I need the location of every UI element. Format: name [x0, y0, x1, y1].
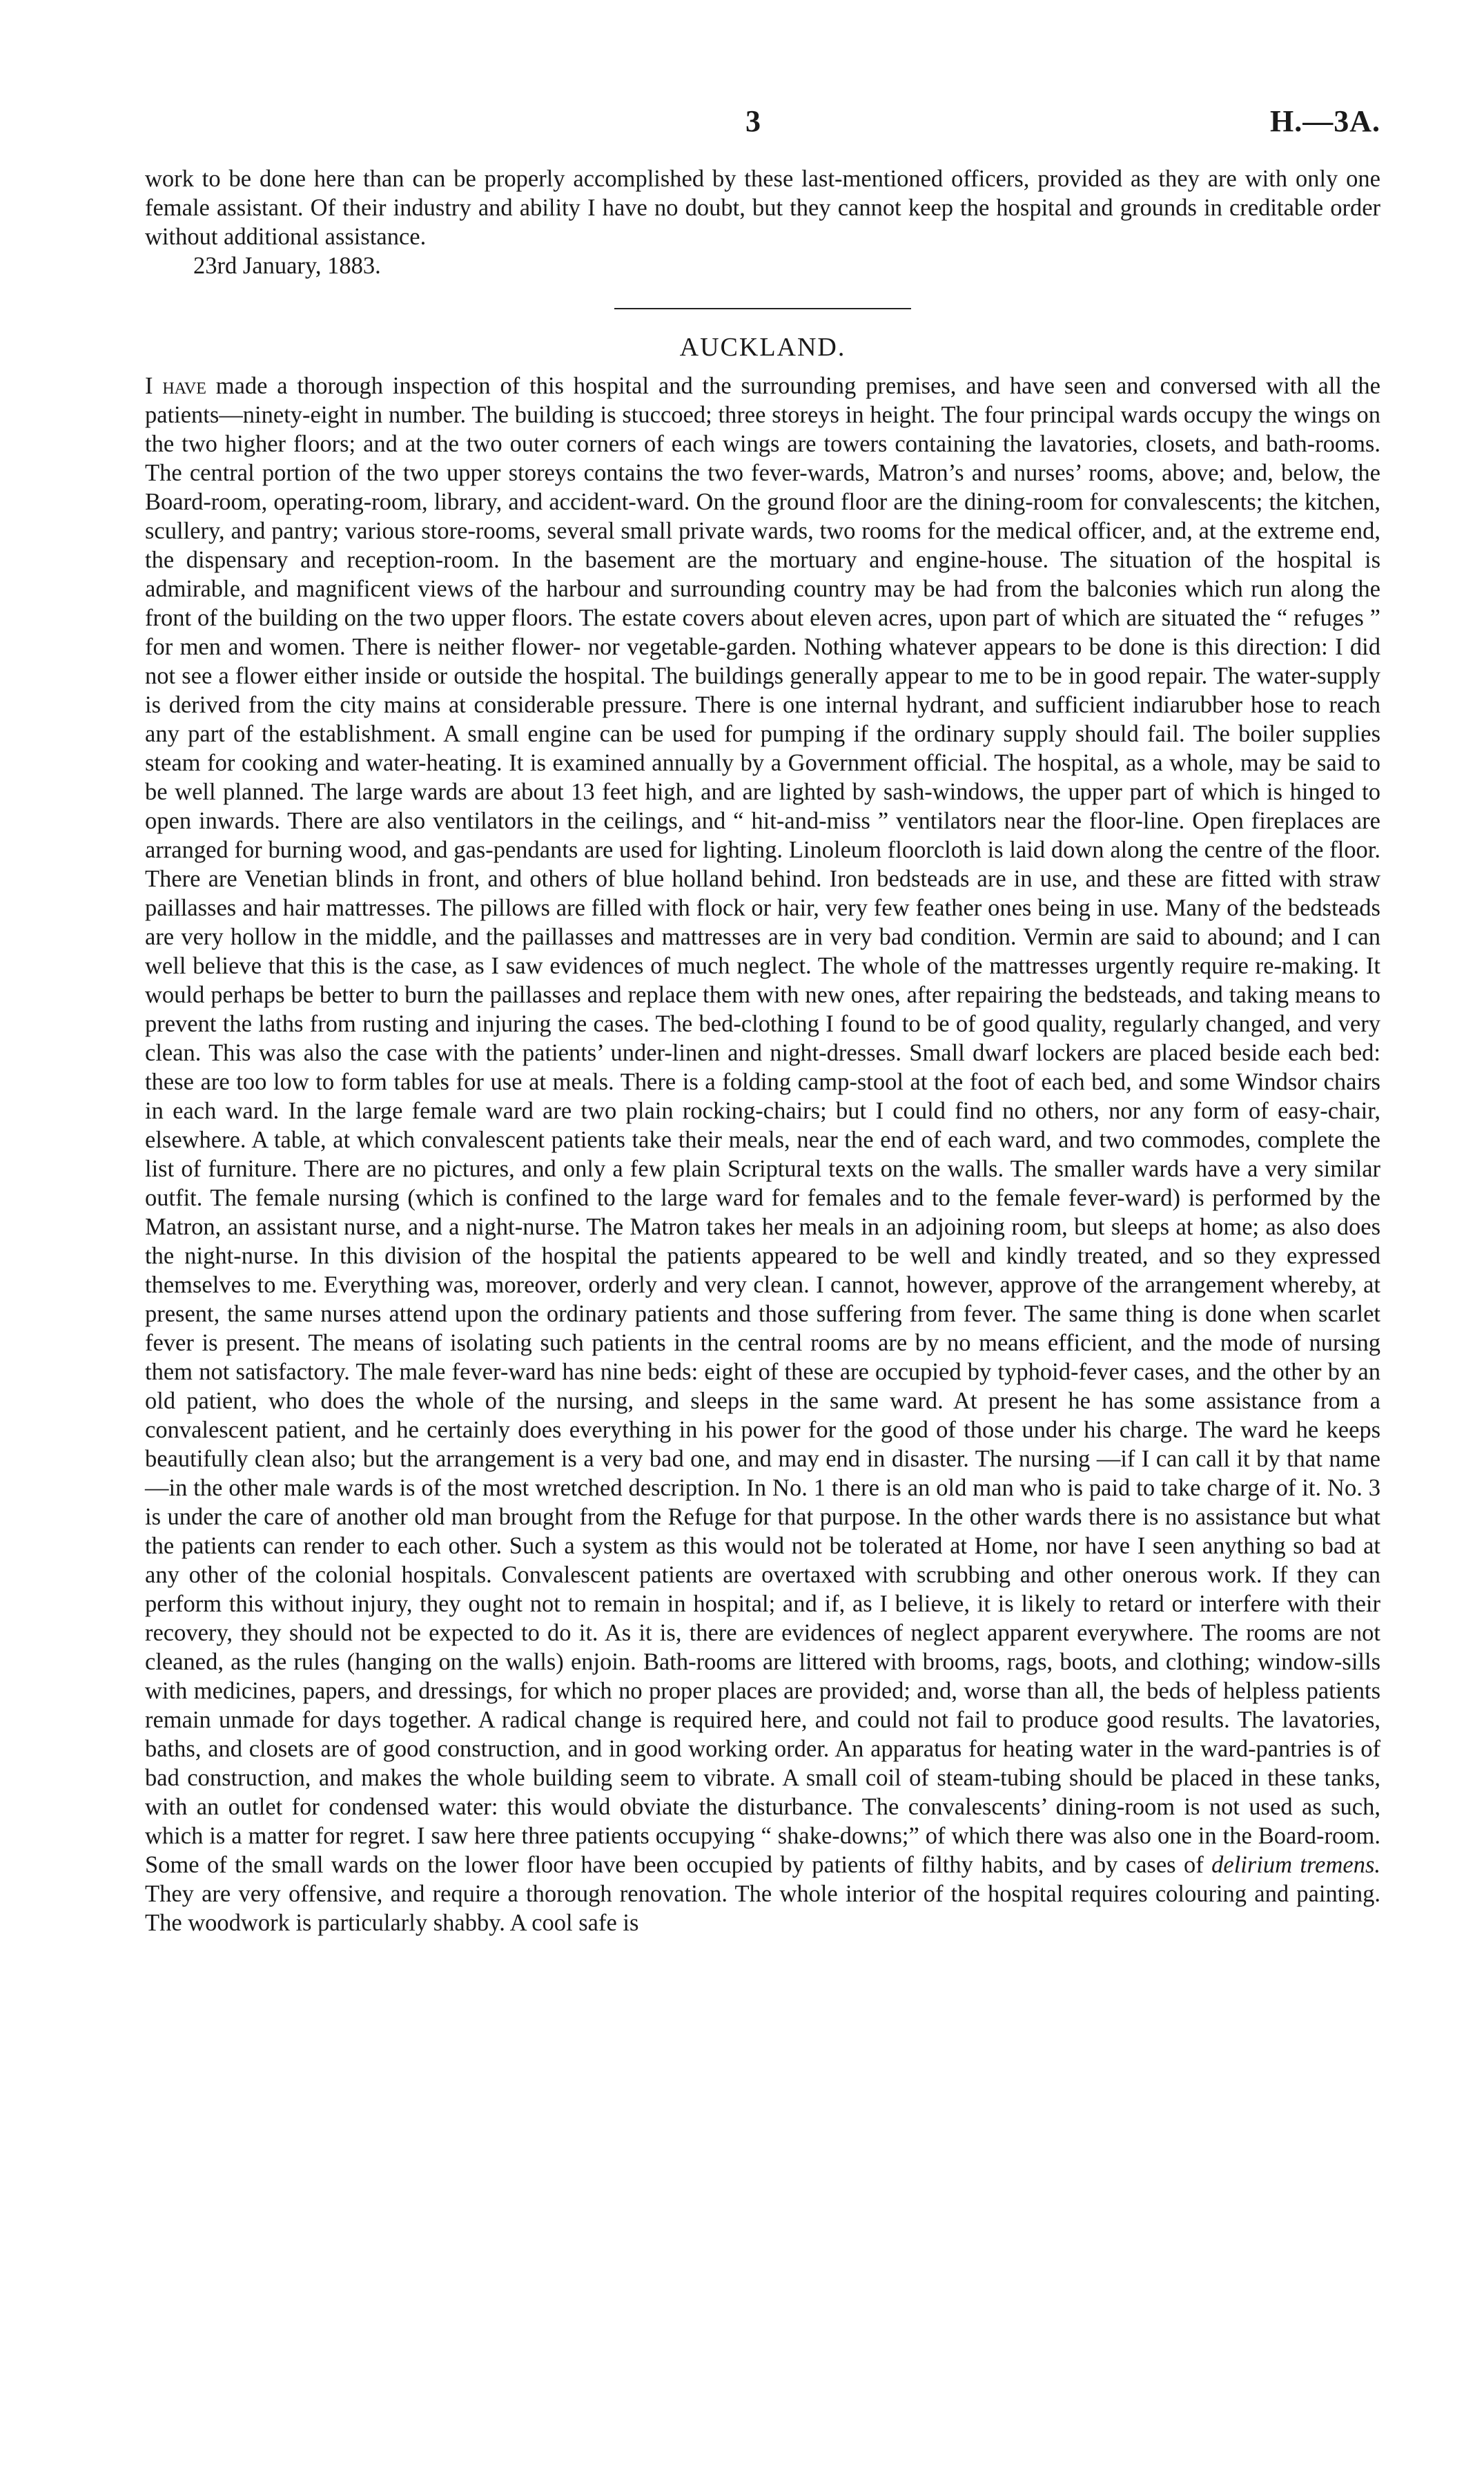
report-body-part1: made a thorough inspection of this hospital and the surrounding premises, and have seen and conversed with all the patients—ninety-eight in number. The building is stuccoed; three storeys in height. The four principal wards occupy the wings on the two higher floors; and at the two outer corners of each wings are towers containing the lavatories, closets, and bath-rooms. The central portion of the two upper storeys contains the two fever-wards, Matron’s and nurses’ rooms, above; and, below, the Board-room, operating-room, library, and accident-ward. On the ground floor are the dining-room for convalescents; the kitchen, scullery, and pantry; various store-rooms, several small private wards, two rooms for the medical officer, and, at the extreme end, the dispensary and reception-room. In the basement are the mortuary and engine-house. The situation of the hospital is admirable, and magnificent views of the harbour and surrounding country may be had from the balconies which run along the front of the building on the two upper floors. The estate covers about eleven acres, upon part of which are situated the “ refuges ” for men and women. There is neither flower- nor vegetable-garden. Nothing whatever appears to be done is this direction: I did not see a flower either inside or outside the hospital. The buildings generally appear to me to be in good repair. The water-supply is derived from the city mains at considerable pressure. There is one internal hydrant, and sufficient indiarubber hose to reach any part of the establishment. A small engine can be used for pumping if the ordinary supply should fail. The boiler supplies steam for cooking and water-heating. It is examined annually by a Government official. The hospital, as a whole, may be said to be well planned. The large wards are about 13 feet high, and are lighted by sash-windows, the upper part of which is hinged to open inwards. There are also ventilators in the ceilings, and “ hit-and-miss ” ventilators near the floor-line. Open fireplaces are arranged for burning wood, and gas-pendants are used for lighting. Linoleum floorcloth is laid down along the centre of the floor. There are Venetian blinds in front, and others of blue holland behind. Iron bedsteads are in use, and these are fitted with straw paillasses and hair mattresses. The pillows are filled with flock or hair, very few feather ones being in use. Many of the bedsteads are very hollow in the middle, and the paillasses and mattresses are in very bad condition. Vermin are said to abound; and I can well believe that this is the case, as I saw evidences of much neglect. The whole of the mattresses urgently require re-making. It would perhaps be better to burn the paillasses and replace them with new ones, after repairing the bedsteads, and taking means to prevent the laths from rusting and injuring the cases. The bed-clothing I found to be of good quality, regularly changed, and very clean. This was also the case with the patients’ under-linen and night-dresses. Small dwarf lockers are placed beside each bed: these are too low to form tables for use at meals. There is a folding camp-stool at the foot of each bed, and some Windsor chairs in each ward. In the large female ward are two plain rocking-chairs; but I could find no others, nor any form of easy-chair, elsewhere. A table, at which convalescent patients take their meals, near the end of each ward, and two commodes, complete the list of furniture. There are no pictures, and only a few plain Scriptural texts on the walls. The smaller wards have a very similar outfit. The female nursing (which is confined to the large ward for females and to the female fever-ward) is performed by the Matron, an assistant nurse, and a night-nurse. The Matron takes her meals in an adjoining room, but sleeps at home; as also does the night-nurse. In this division of the hospital the patients appeared to be well and kindly treated, and so they expressed themselves to me. Everything was, moreover, orderly and very clean. I cannot, however, approve of the arrangement whereby, at present, the same nurses attend upon the ordinary patients and those suffering from fever. The same thing is done when scarlet fever is present. The means of isolating such patients in the central rooms are by no means efficient, and the mode of nursing them not satisfactory. The male fever-ward has nine beds: eight of these are occupied by typhoid-fever cases, and the other by an old patient, who does the whole of the nursing, and sleeps in the same ward. At present he has some assistance from a convalescent patient, and he certainly does everything in his power for the good of those under his charge. The ward he keeps beautifully clean also; but the arrangement is a very bad one, and may end in disaster. The nursing —if I can call it by that name—in the other male wards is of the most wretched description. In No. 1 there is an old man who is paid to take charge of it. No. 3 is under the care of another old man brought from the Refuge for that purpose. In the other wards there is no assistance but what the patients can render to each other. Such a system as this would not be tolerated at Home, nor have I seen anything so bad at any other of the colonial hospitals. Convalescent patients are overtaxed with scrubbing and other onerous work. If they can perform this without injury, they ought not to remain in hospital; and if, as I believe, it is likely to retard or interfere with their recovery, they should not be expected to do it. As it is, there are evidences of neglect apparent everywhere. The rooms are not cleaned, as the rules (hanging on the walls) enjoin. Bath-rooms are littered with brooms, rags, boots, and clothing; window-sills with medicines, papers, and dressings, for which no proper places are provided; and, worse than all, the beds of helpless patients remain unmade for days together. A radical change is required here, and could not fail to produce good results. The lavatories, baths, and closets are of good construction, and in good working order. An apparatus for heating water in the ward-pantries is of bad construction, and makes the whole building seem to vibrate. A small coil of steam-tubing should be placed in these tanks, with an outlet for condensed water: this would obviate the disturbance. The convalescents’ dining-room is not used as such, which is a matter for regret. I saw here three patients occupying “ shake-downs;” of which there was also one in the Board-room. Some of the small wards on the lower floor have been occupied by patients of filthy habits, and by cases of — [145, 373, 1380, 1878]
report-date: 23rd January, 1883. — [193, 253, 381, 279]
continued-paragraph: work to be done here than can be properly accomplished by these last-mentioned officers, provided as they are with only one female assistant. Of their industry and ability I have no doubt, but they cannot keep the hospital and grounds in creditable order without additional assistance. — [145, 166, 1380, 250]
lead-words: I have — [145, 373, 206, 399]
section-divider — [614, 308, 911, 309]
section-title: AUCKLAND. — [679, 333, 846, 362]
page-header — [145, 104, 1380, 145]
page-content — [145, 164, 1380, 1937]
document-reference: H.—3A. — [1270, 104, 1380, 138]
page-number: 3 — [745, 104, 761, 138]
italic-phrase: delirium tremens. — [1211, 1852, 1381, 1878]
auckland-report-paragraph — [145, 371, 1380, 1937]
report-body-part2: They are very offensive, and require a thorough renovation. The whole interior of the hospital requires colouring and painting. The woodwork is particularly shabby. A cool safe is — [145, 1881, 1380, 1936]
